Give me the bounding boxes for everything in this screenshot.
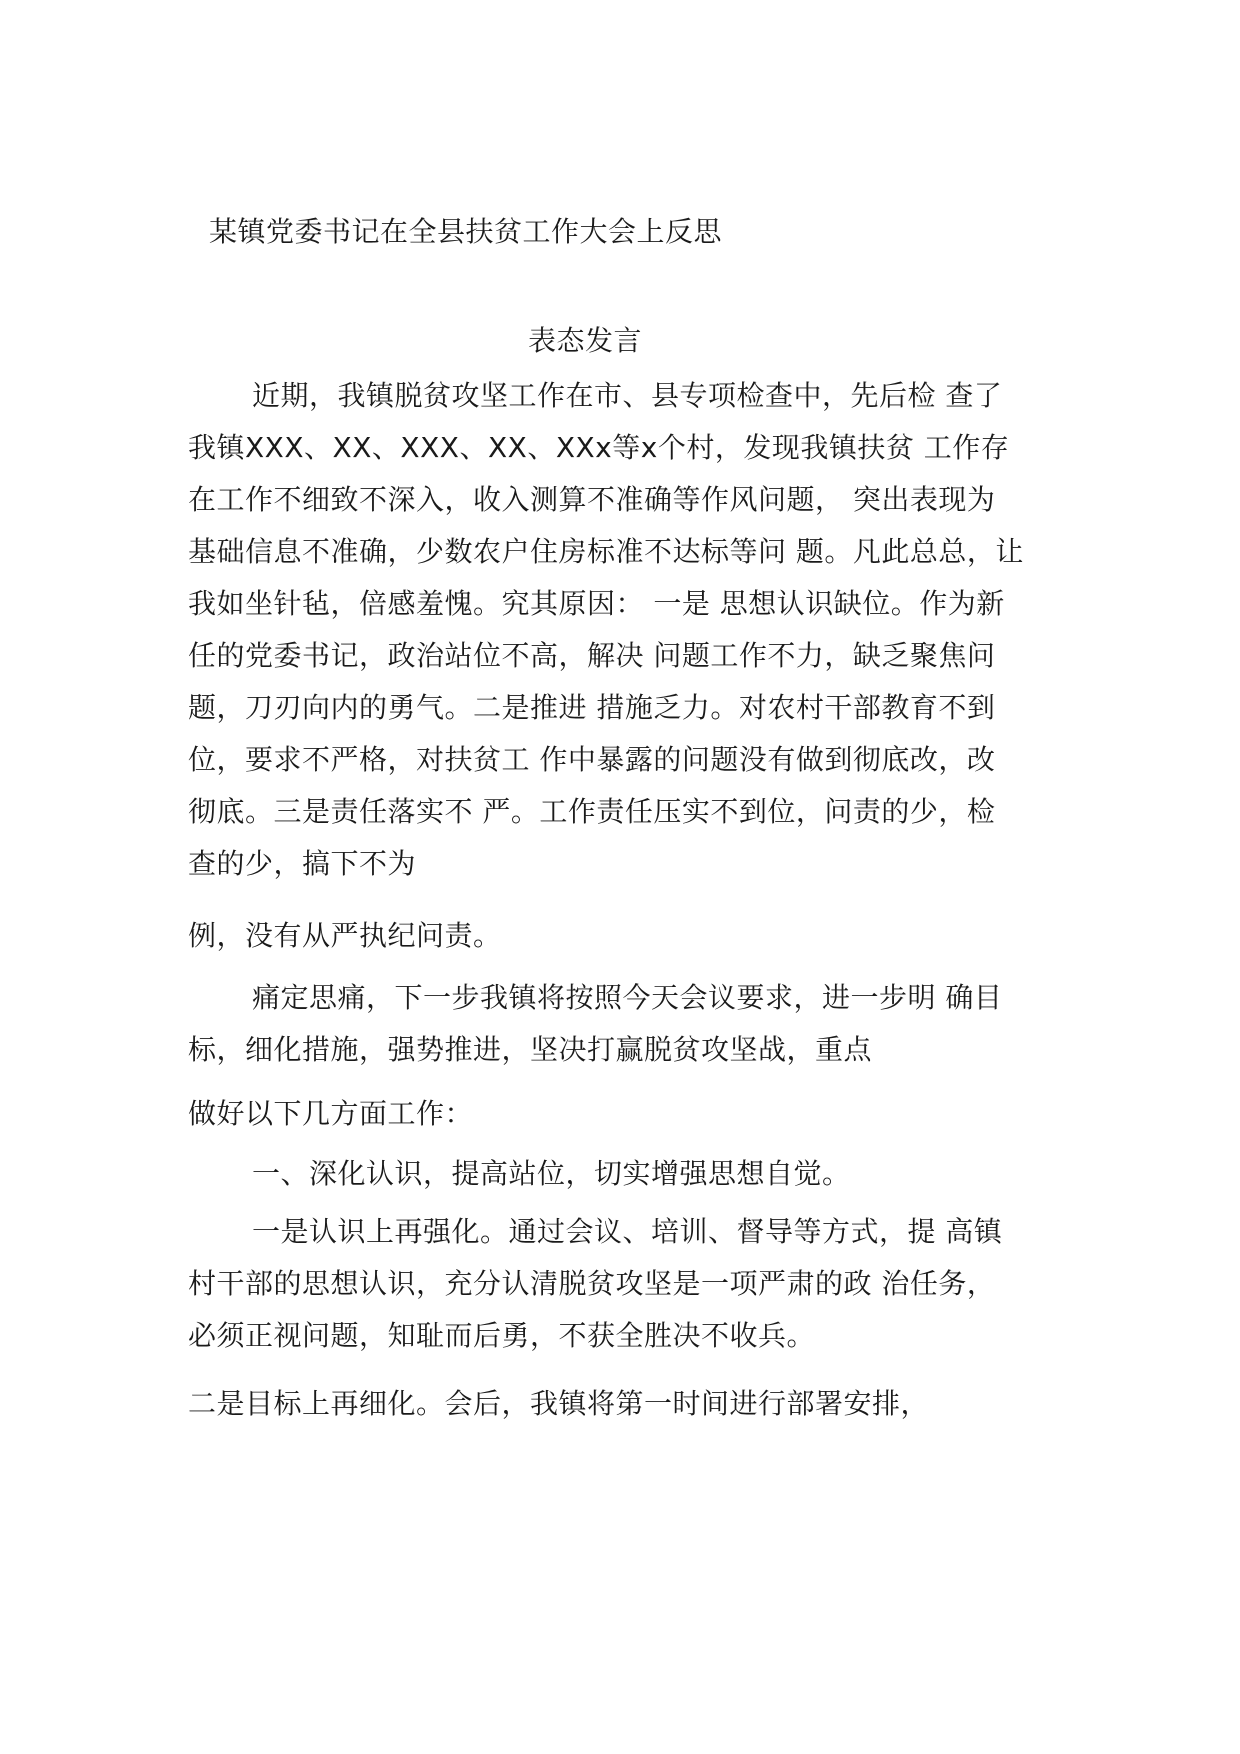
body-line: 做好以下几方面工作： <box>188 1097 474 1130</box>
body-line: 村干部的思想认识，充分认清脱贫攻坚是一项严肃的政 治任务， <box>188 1267 996 1300</box>
section-heading: 一、深化认识，提高站位，切实增强思想自觉。 <box>252 1157 851 1190</box>
body-line: 标，细化措施，强势推进，坚决打赢脱贫攻坚战，重点 <box>188 1033 873 1066</box>
body-line: 题，刀刃向内的勇气。二是推进 措施乏力。对农村干部教育不到 <box>188 691 996 724</box>
body-line: 必须正视问题，知耻而后勇，不获全胜决不收兵。 <box>188 1319 816 1352</box>
body-line: 在工作不细致不深入，收入测算不准确等作风问题， 突出表现为 <box>188 483 996 516</box>
body-line: 我如坐针毡，倍感羞愧。究其原因： 一是 思想认识缺位。作为新 <box>188 587 1005 620</box>
body-line: 查的少，搞下不为 <box>188 847 417 880</box>
body-line: 彻底。三是责任落实不 严。工作责任压实不到位，问责的少，检 <box>188 795 996 828</box>
body-line: 痛定思痛，下一步我镇将按照今天会议要求，进一步明 确目 <box>252 981 1003 1014</box>
body-line: 基础信息不准确，少数农户住房标准不达标等问 题。凡此总总，让 <box>188 535 1024 568</box>
body-line: 位，要求不严格，对扶贫工 作中暴露的问题没有做到彻底改，改 <box>188 743 996 776</box>
body-line: 例，没有从严执纪问责。 <box>188 919 502 952</box>
body-line: 二是目标上再细化。会后，我镇将第一时间进行部署安排， <box>188 1387 930 1420</box>
document-title-line-1: 某镇党委书记在全县扶贫工作大会上反思 <box>209 215 723 248</box>
document-title-line-2: 表态发言 <box>528 324 643 357</box>
body-line: 一是认识上再强化。通过会议、培训、督导等方式，提 高镇 <box>252 1215 1003 1248</box>
body-line: 我镇XXX、XX、XXX、XX、XXx等x个村，发现我镇扶贫 工作存 <box>188 431 1010 464</box>
body-line: 任的党委书记，政治站位不高，解决 问题工作不力，缺乏聚焦问 <box>188 639 996 672</box>
body-line: 近期，我镇脱贫攻坚工作在市、县专项检查中，先后检 查了 <box>252 379 1003 412</box>
